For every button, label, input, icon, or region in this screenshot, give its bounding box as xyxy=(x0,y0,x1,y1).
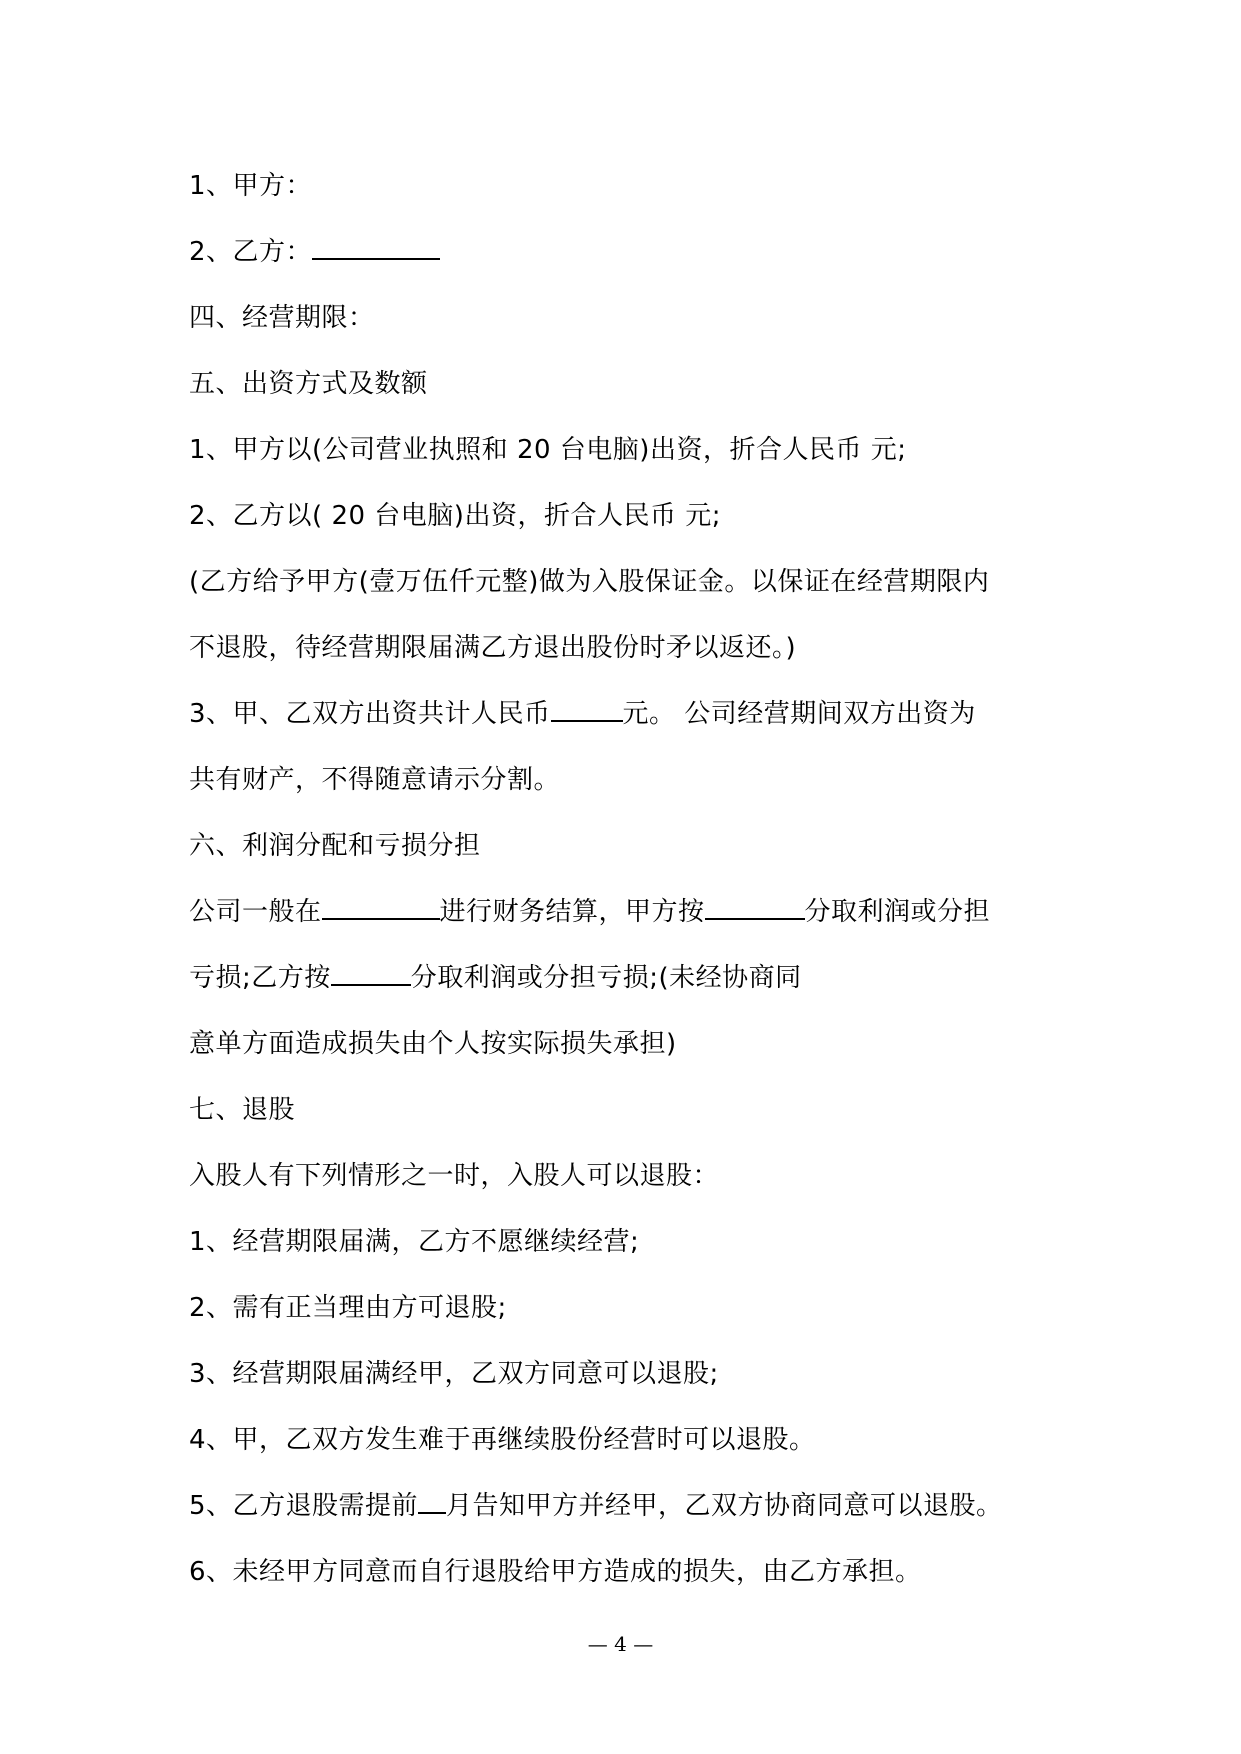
text-line-section-5 xyxy=(189,351,1069,417)
text-line-clause-5-note-a xyxy=(189,549,1069,615)
text-line-clause-7-4 xyxy=(189,1407,1069,1473)
text-line-clause-5-3a xyxy=(189,681,1069,747)
text-line-clause-7-6 xyxy=(189,1539,1069,1605)
text-line-clause-7-intro xyxy=(189,1143,1069,1209)
text-segment: 5、乙方退股需提前 xyxy=(189,1491,419,1521)
text-line-clause-6-b xyxy=(189,945,1069,1011)
text-line-clause-7-5 xyxy=(189,1473,1069,1539)
text-segment: 2、需有正当理由方可退股; xyxy=(189,1293,507,1323)
fill-in-blank xyxy=(322,896,440,920)
text-line-clause-7-1 xyxy=(189,1209,1069,1275)
text-line-section-7 xyxy=(189,1077,1069,1143)
text-segment: 进行财务结算，甲方按 xyxy=(439,897,705,927)
text-segment: 元。 公司经营期间双方出资为 xyxy=(622,699,976,729)
text-segment: 2、乙方以( 20 台电脑)出资，折合人民币 元; xyxy=(189,501,721,531)
text-line-clause-5-note-b xyxy=(189,615,1069,681)
text-segment: 入股人有下列情形之一时，入股人可以退股： xyxy=(189,1161,720,1191)
text-segment: 2、乙方： xyxy=(189,237,313,267)
text-segment: 1、甲方以(公司营业执照和 20 台电脑)出资，折合人民币 元; xyxy=(189,435,907,465)
text-segment: 4、甲，乙双方发生难于再继续股份经营时可以退股。 xyxy=(189,1425,816,1455)
text-segment: 亏损;乙方按 xyxy=(189,963,331,993)
text-line-party-b-label xyxy=(189,219,1069,285)
text-line-clause-7-2 xyxy=(189,1275,1069,1341)
text-segment: 1、甲方： xyxy=(189,171,313,201)
fill-in-blank xyxy=(705,896,805,920)
text-line-party-a-label xyxy=(189,153,1069,219)
fill-in-blank xyxy=(312,236,440,260)
text-segment: 公司一般在 xyxy=(189,897,322,927)
text-segment: 分取利润或分担亏损;(未经协商同 xyxy=(410,963,802,993)
fill-in-blank xyxy=(418,1490,446,1514)
text-line-clause-6-c xyxy=(189,1011,1069,1077)
text-segment: (乙方给予甲方(壹万伍仟元整)做为入股保证金。以保证在经营期限内 xyxy=(189,567,990,597)
text-segment: 3、甲、乙双方出资共计人民币 xyxy=(189,699,551,729)
text-segment: 意单方面造成损失由个人按实际损失承担) xyxy=(189,1029,677,1059)
text-segment: 四、经营期限： xyxy=(189,303,375,333)
text-line-clause-6-a xyxy=(189,879,1069,945)
text-segment: 6、未经甲方同意而自行退股给甲方造成的损失，由乙方承担。 xyxy=(189,1557,922,1587)
contract-body xyxy=(189,153,1069,1605)
fill-in-blank xyxy=(551,698,623,722)
text-line-clause-5-3b xyxy=(189,747,1069,813)
text-segment: 3、经营期限届满经甲，乙双方同意可以退股; xyxy=(189,1359,719,1389)
page-number: — 4 — xyxy=(587,1632,654,1656)
text-segment: 月告知甲方并经甲，乙双方协商同意可以退股。 xyxy=(446,1491,1003,1521)
text-line-section-6 xyxy=(189,813,1069,879)
text-line-clause-7-3 xyxy=(189,1341,1069,1407)
text-line-section-4 xyxy=(189,285,1069,351)
fill-in-blank xyxy=(331,962,411,986)
text-segment: 六、利润分配和亏损分担 xyxy=(189,831,481,861)
text-segment: 五、出资方式及数额 xyxy=(189,369,428,399)
text-segment: 共有财产，不得随意请示分割。 xyxy=(189,765,561,795)
text-line-clause-5-2 xyxy=(189,483,1069,549)
text-segment: 七、退股 xyxy=(189,1095,296,1125)
text-segment: 分取利润或分担 xyxy=(804,897,991,927)
text-segment: 不退股，待经营期限届满乙方退出股份时矛以返还。) xyxy=(189,633,797,663)
text-line-clause-5-1 xyxy=(189,417,1069,483)
text-segment: 1、经营期限届满，乙方不愿继续经营; xyxy=(189,1227,640,1257)
